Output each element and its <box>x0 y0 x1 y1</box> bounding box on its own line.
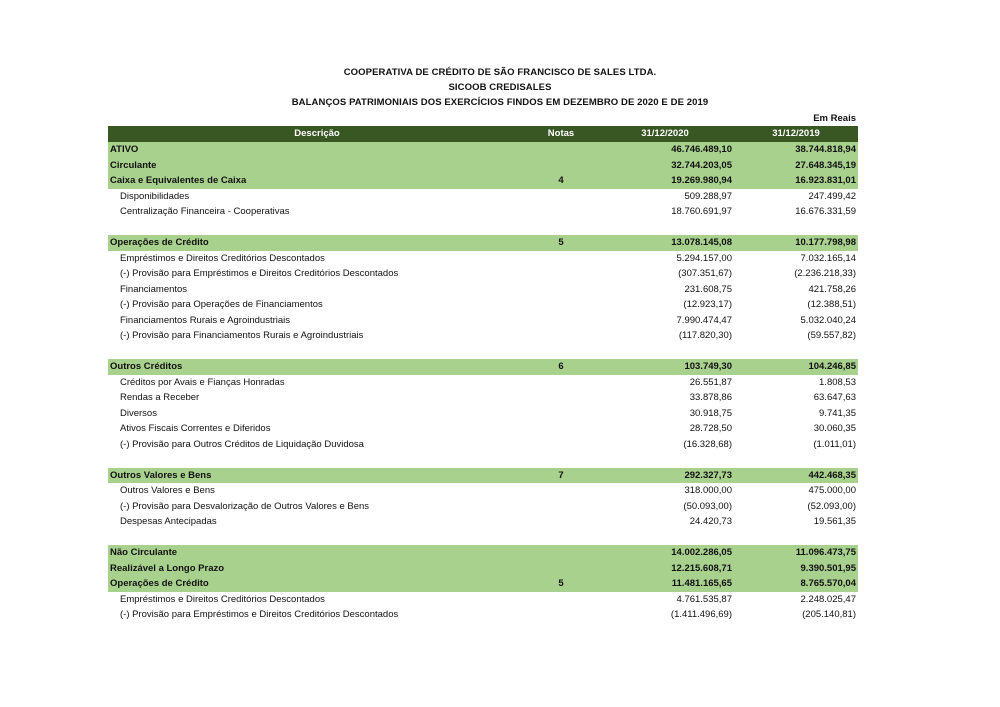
row-notas <box>526 189 596 205</box>
table-row <box>108 266 858 282</box>
table-row <box>108 375 858 391</box>
row-description: ATIVO <box>108 142 526 158</box>
row-description: Diversos <box>120 407 157 419</box>
row-value-2019: 16.676.331,59 <box>795 206 856 217</box>
row-value-2020: 292.327,73 <box>596 468 734 484</box>
table-row <box>108 297 858 313</box>
table-row <box>108 406 858 422</box>
row-notas <box>526 204 596 220</box>
row-value-2019: 442.468,35 <box>734 468 858 484</box>
spacer-cell <box>108 344 858 360</box>
row-notas <box>526 437 596 453</box>
balance-sheet-table <box>108 126 858 623</box>
row-description: Ativos Fiscais Correntes e Diferidos <box>120 423 271 434</box>
document-header <box>0 65 1000 110</box>
row-notas: 5 <box>526 576 596 592</box>
row-value-2020: 28.728,50 <box>689 423 732 434</box>
row-description: Operações de Crédito <box>108 576 526 592</box>
row-description: Outros Créditos <box>108 359 526 375</box>
row-value-2019: 421.758,26 <box>808 283 856 295</box>
table-row <box>108 204 858 220</box>
row-value-2019: 1.808,53 <box>819 376 856 388</box>
row-notas <box>526 483 596 499</box>
row-description: (-) Provisão para Desvalorização de Outros Valores e Bens <box>120 500 370 512</box>
row-value-2020: 103.749,30 <box>596 359 734 375</box>
row-value-2019: 5.032.040,24 <box>800 314 856 326</box>
row-value-2019: (205.140,81) <box>802 609 856 620</box>
row-description: Rendas a Receber <box>120 392 200 403</box>
row-notas: 5 <box>526 235 596 251</box>
table-row <box>108 483 858 499</box>
row-value-2019: 247.499,42 <box>808 190 856 202</box>
row-value-2020: (1.411.496,69) <box>670 609 732 620</box>
brand-name: SICOOB CREDISALES <box>448 82 552 93</box>
row-notas <box>526 607 596 623</box>
table-row <box>108 189 858 205</box>
row-description: Caixa e Equivalentes de Caixa <box>108 173 526 189</box>
spacer-cell <box>108 452 858 468</box>
row-description: Financiamentos <box>120 283 188 295</box>
row-value-2019: 7.032.165,14 <box>800 252 856 264</box>
row-notas: 7 <box>526 468 596 484</box>
table-row <box>108 313 858 329</box>
row-description: (-) Provisão para Outros Créditos de Liquidação Duvidosa <box>120 438 364 450</box>
row-value-2019: (59.557,82) <box>807 330 856 341</box>
row-notas <box>526 561 596 577</box>
table-row <box>108 328 858 344</box>
row-value-2019: (12.388,51) <box>807 299 856 310</box>
column-header-2019: 31/12/2019 <box>734 126 858 142</box>
row-description: Empréstimos e Direitos Creditórios Descontados <box>120 252 325 264</box>
row-notas <box>526 266 596 282</box>
row-description: Não Circulante <box>108 545 526 561</box>
section-row <box>108 576 858 592</box>
row-value-2020: 11.481.165,65 <box>596 576 734 592</box>
row-notas <box>526 328 596 344</box>
table-row <box>108 437 858 453</box>
table-row <box>108 421 858 437</box>
section-row <box>108 235 858 251</box>
row-value-2020: 24.420,73 <box>689 516 732 527</box>
row-notas <box>526 158 596 174</box>
row-value-2020: (50.093,00) <box>683 500 732 512</box>
table-row <box>108 499 858 515</box>
table-row <box>108 607 858 623</box>
row-notas <box>526 142 596 158</box>
row-value-2020: 19.269.980,94 <box>596 173 734 189</box>
row-description: (-) Provisão para Financiamentos Rurais e Agroindustriais <box>120 330 364 341</box>
row-value-2020: 7.990.474,47 <box>676 314 732 326</box>
row-description: Financiamentos Rurais e Agroindustriais <box>120 314 291 326</box>
row-value-2020: 26.551,87 <box>689 376 732 388</box>
row-value-2020: 46.746.489,10 <box>596 142 734 158</box>
row-description: Empréstimos e Direitos Creditórios Descontados <box>120 593 325 605</box>
row-value-2019: 16.923.831,01 <box>734 173 858 189</box>
section-row <box>108 173 858 189</box>
row-value-2019: 10.177.798,98 <box>734 235 858 251</box>
section-row <box>108 468 858 484</box>
spacer-row <box>108 452 858 468</box>
row-description: Outros Valores e Bens <box>108 468 526 484</box>
row-notas <box>526 406 596 422</box>
row-value-2019: 9.741,35 <box>819 407 856 419</box>
row-value-2020: 18.760.691,97 <box>671 206 732 217</box>
spacer-row <box>108 344 858 360</box>
row-description: (-) Provisão para Empréstimos e Direitos Creditórios Descontados <box>120 268 399 279</box>
row-value-2020: 14.002.286,05 <box>596 545 734 561</box>
row-value-2019: 8.765.570,04 <box>734 576 858 592</box>
row-value-2019: 104.246,85 <box>734 359 858 375</box>
row-description: Realizável a Longo Prazo <box>108 561 526 577</box>
table-row <box>108 592 858 608</box>
row-value-2019: 30.060,35 <box>813 423 856 434</box>
row-notas <box>526 297 596 313</box>
row-notas: 4 <box>526 173 596 189</box>
row-value-2019: (1.011,01) <box>813 438 856 450</box>
table-row <box>108 251 858 267</box>
row-notas <box>526 375 596 391</box>
row-notas <box>526 251 596 267</box>
row-value-2019: 2.248.025,47 <box>800 593 856 605</box>
row-value-2020: 318.000,00 <box>684 485 732 496</box>
row-notas: 6 <box>526 359 596 375</box>
spacer-row <box>108 530 858 546</box>
row-value-2019: 475.000,00 <box>808 485 856 496</box>
column-header-2020: 31/12/2020 <box>596 126 734 142</box>
row-notas <box>526 545 596 561</box>
table-header-row <box>108 126 858 142</box>
row-value-2020: 12.215.608,71 <box>596 561 734 577</box>
row-description: Circulante <box>108 158 526 174</box>
row-notas <box>526 390 596 406</box>
table-body <box>108 142 858 623</box>
table-row <box>108 390 858 406</box>
row-value-2019: 19.561,35 <box>813 516 856 527</box>
row-description: Centralização Financeira - Cooperativas <box>120 206 290 217</box>
section-row <box>108 359 858 375</box>
row-value-2019: (2.236.218,33) <box>794 268 856 279</box>
row-value-2019: 27.648.345,19 <box>734 158 858 174</box>
company-name: COOPERATIVA DE CRÉDITO DE SÃO FRANCISCO DE SALES LTDA. <box>343 67 657 78</box>
column-header-descricao: Descrição <box>108 126 526 142</box>
row-description: Créditos por Avais e Fianças Honradas <box>120 376 285 388</box>
row-description: (-) Provisão para Empréstimos e Direitos Creditórios Descontados <box>120 609 399 620</box>
row-value-2019: 38.744.818,94 <box>734 142 858 158</box>
table-row <box>108 282 858 298</box>
report-title: BALANÇOS PATRIMONIAIS DOS EXERCÍCIOS FINDOS EM DEZEMBRO DE 2020 E DE 2019 <box>291 97 709 108</box>
row-value-2019: (52.093,00) <box>807 500 856 512</box>
section-row <box>108 158 858 174</box>
row-value-2020: (12.923,17) <box>683 299 732 310</box>
row-description: (-) Provisão para Operações de Financiamentos <box>120 299 323 310</box>
column-header-notas: Notas <box>526 126 596 142</box>
spacer-cell <box>108 220 858 236</box>
row-description: Disponibilidades <box>120 190 190 202</box>
row-description: Operações de Crédito <box>108 235 526 251</box>
row-value-2020: 509.288,97 <box>684 190 732 202</box>
row-notas <box>526 313 596 329</box>
row-notas <box>526 592 596 608</box>
spacer-cell <box>108 530 858 546</box>
row-notas <box>526 499 596 515</box>
row-description: Outros Valores e Bens <box>120 485 215 496</box>
row-value-2020: 30.918,75 <box>689 407 732 419</box>
row-value-2020: (117.820,30) <box>678 330 732 341</box>
row-value-2019: 11.096.473,75 <box>734 545 858 561</box>
row-value-2019: 9.390.501,95 <box>734 561 858 577</box>
row-value-2020: (16.328,68) <box>683 438 732 450</box>
row-notas <box>526 421 596 437</box>
row-value-2020: (307.351,67) <box>678 268 732 279</box>
row-value-2020: 32.744.203,05 <box>596 158 734 174</box>
row-description: Despesas Antecipadas <box>120 516 217 527</box>
table-row <box>108 514 858 530</box>
row-value-2020: 4.761.535,87 <box>676 593 732 605</box>
row-value-2020: 5.294.157,00 <box>676 252 732 264</box>
row-notas <box>526 282 596 298</box>
row-value-2020: 231.608,75 <box>684 283 732 295</box>
row-value-2020: 33.878,86 <box>689 392 732 403</box>
row-notas <box>526 514 596 530</box>
section-row <box>108 545 858 561</box>
currency-unit: Em Reais <box>813 113 856 124</box>
row-value-2020: 13.078.145,08 <box>596 235 734 251</box>
row-value-2019: 63.647,63 <box>813 392 856 403</box>
section-row <box>108 142 858 158</box>
section-row <box>108 561 858 577</box>
spacer-row <box>108 220 858 236</box>
